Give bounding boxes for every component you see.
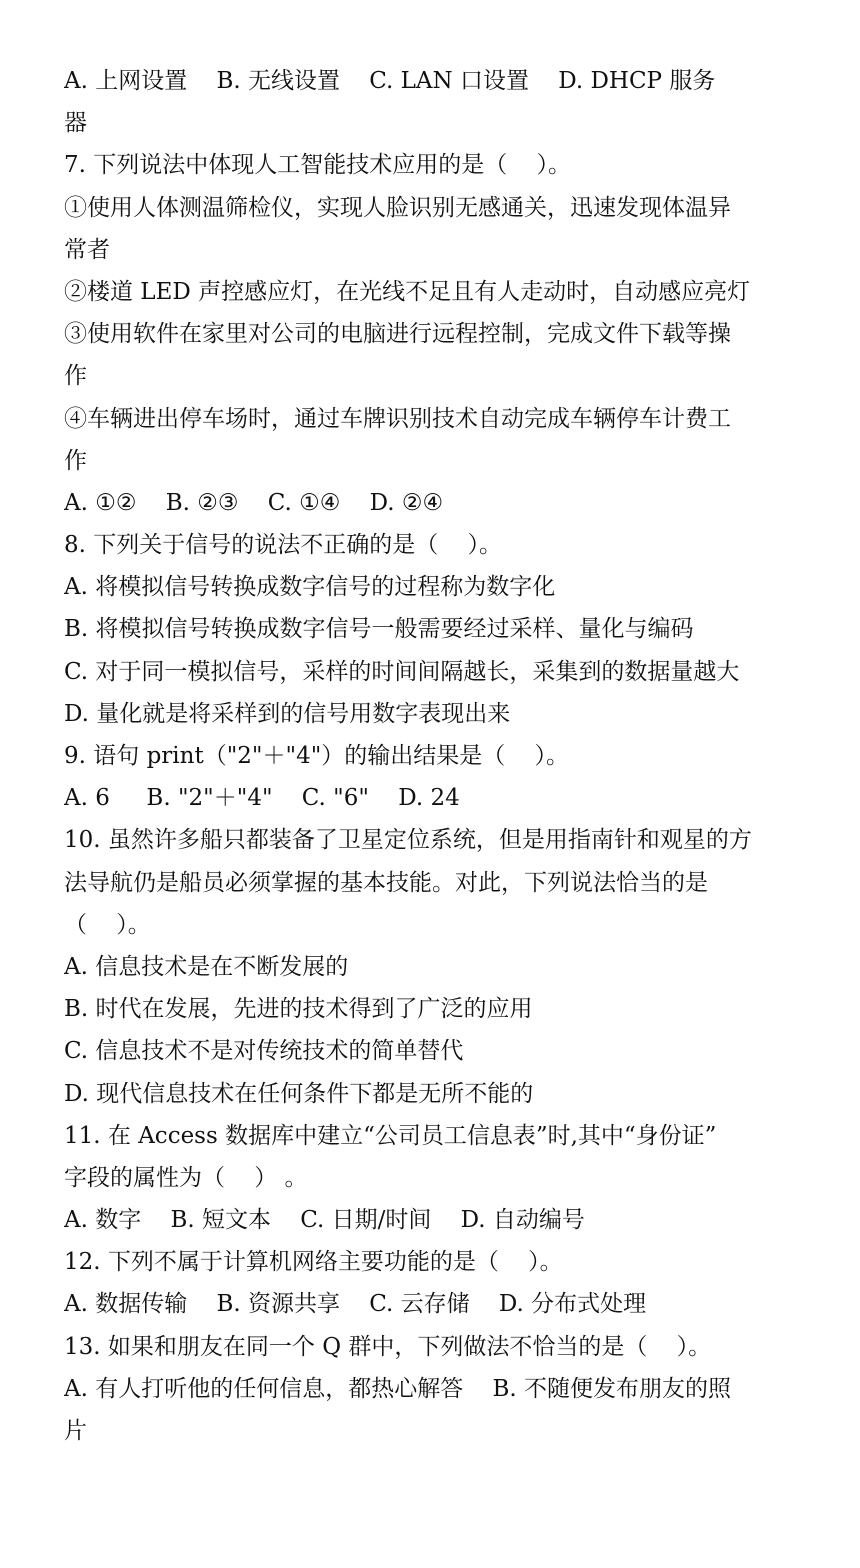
- question-9-options: A. 6 B. "2"＋"4" C. "6" D. 24: [64, 785, 460, 812]
- question-8-option-c: C. 对于同一模拟信号，采样的时间间隔越长，采集到的数据量越大: [64, 658, 740, 685]
- question-8-option-b: B. 将模拟信号转换成数字信号一般需要经过采样、量化与编码: [64, 616, 694, 643]
- text-line: 片: [64, 1418, 87, 1444]
- text-line: 字段的属性为（ ） 。: [64, 1164, 308, 1191]
- text-line: 作: [64, 363, 87, 390]
- text-line: A. 上网设置 B. 无线设置 C. LAN 口设置 D. DHCP 服务: [64, 68, 716, 94]
- question-11-options: A. 数字 B. 短文本 C. 日期/时间 D. 自动编号: [64, 1207, 585, 1234]
- text-line: ②楼道 LED 声控感应灯，在光线不足且有人走动时，自动感应亮灯: [64, 278, 751, 305]
- text-line: 器: [64, 110, 87, 137]
- question-8-option-a: A. 将模拟信号转换成数字信号的过程称为数字化: [64, 574, 556, 601]
- question-12-options: A. 数据传输 B. 资源共享 C. 云存储 D. 分布式处理: [64, 1291, 647, 1318]
- question-10-stem: 10. 虽然许多船只都装备了卫星定位系统，但是用指南针和观星的方: [64, 827, 752, 854]
- question-10-option-d: D. 现代信息技术在任何条件下都是无所不能的: [64, 1080, 534, 1107]
- text-line: ③使用软件在家里对公司的电脑进行远程控制，完成文件下载等操: [64, 321, 731, 348]
- question-10-option-b: B. 时代在发展，先进的技术得到了广泛的应用: [64, 996, 533, 1023]
- question-10-option-a: A. 信息技术是在不断发展的: [64, 953, 349, 980]
- text-line: （ ）。: [64, 911, 151, 938]
- question-8-option-d: D. 量化就是将采样到的信号用数字表现出来: [64, 700, 511, 727]
- text-line: ④车辆进出停车场时，通过车牌识别技术自动完成车辆停车计费工: [64, 405, 731, 432]
- question-10-option-c: C. 信息技术不是对传统技术的简单替代: [64, 1038, 464, 1065]
- question-13-options: A. 有人打听他的任何信息，都热心解答 B. 不随便发布朋友的照: [64, 1375, 731, 1402]
- question-13-stem: 13. 如果和朋友在同一个 Q 群中，下列做法不恰当的是（ ）。: [64, 1333, 712, 1360]
- question-12-stem: 12. 下列不属于计算机网络主要功能的是（ ）。: [64, 1249, 563, 1276]
- text-line: 作: [64, 447, 87, 474]
- question-7-stem: 7. 下列说法中体现人工智能技术应用的是（ ）。: [64, 152, 571, 179]
- text-line: ①使用人体测温筛检仪，实现人脸识别无感通关，迅速发现体温异: [64, 194, 731, 221]
- question-7-options: A. ①② B. ②③ C. ①④ D. ②④: [64, 489, 444, 516]
- text-line: 法导航仍是船员必须掌握的基本技能。对此，下列说法恰当的是: [64, 869, 708, 896]
- text-line: 常者: [64, 236, 110, 263]
- question-8-stem: 8. 下列关于信号的说法不正确的是（ ）。: [64, 532, 502, 559]
- question-11-stem: 11. 在 Access 数据库中建立“公司员工信息表”时,其中“身份证”: [64, 1122, 717, 1149]
- question-9-stem: 9. 语句 print（"2"＋"4"）的输出结果是（ ）。: [64, 743, 570, 769]
